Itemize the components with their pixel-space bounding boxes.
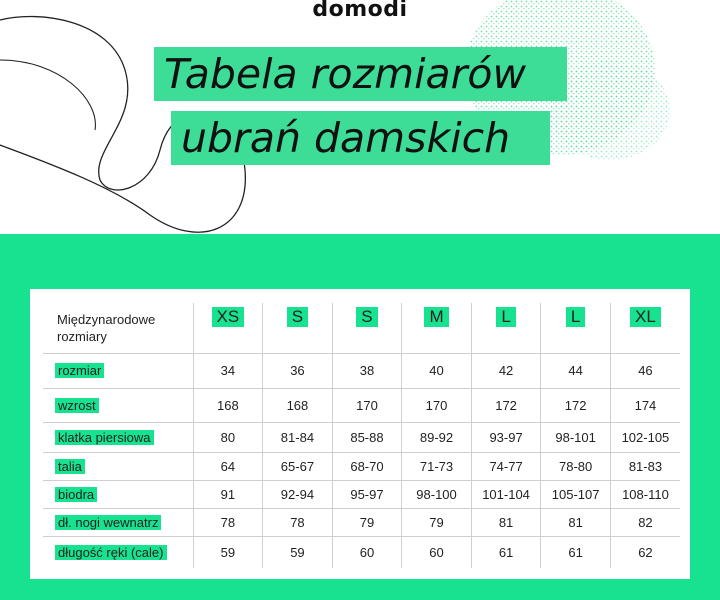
size-label: S — [287, 307, 308, 327]
table-cell: 68-70 — [332, 452, 402, 480]
measurement-label: rozmiar — [55, 363, 104, 378]
table-cell: 98-100 — [402, 480, 472, 508]
table-cell: 38 — [332, 353, 402, 388]
table-cell: 105-107 — [541, 480, 611, 508]
table-cell: 95-97 — [332, 480, 402, 508]
size-column-header — [402, 303, 472, 353]
table-row — [43, 536, 680, 568]
measurement-label: wzrost — [55, 398, 99, 413]
size-label: XS — [212, 307, 245, 327]
table-cell: 79 — [332, 508, 402, 536]
table-cell: 81-84 — [263, 422, 333, 452]
row-label-cell — [43, 353, 193, 388]
table-cell: 168 — [263, 388, 333, 422]
table-cell: 78 — [263, 508, 333, 536]
size-label: L — [566, 307, 585, 327]
size-column-header — [610, 303, 680, 353]
row-label-cell — [43, 422, 193, 452]
table-cell: 81-83 — [610, 452, 680, 480]
table-cell: 168 — [193, 388, 263, 422]
table-cell: 60 — [332, 536, 402, 568]
table-row — [43, 480, 680, 508]
row-label-cell — [43, 388, 193, 422]
size-column-header — [263, 303, 333, 353]
table-row — [43, 353, 680, 388]
table-cell: 172 — [541, 388, 611, 422]
size-label: L — [496, 307, 515, 327]
size-chart-table — [43, 303, 680, 568]
table-row — [43, 388, 680, 422]
table-row — [43, 452, 680, 480]
table-cell: 60 — [402, 536, 472, 568]
table-cell: 64 — [193, 452, 263, 480]
corner-line-2: rozmiary — [57, 328, 107, 344]
table-cell: 71-73 — [402, 452, 472, 480]
table-cell: 59 — [263, 536, 333, 568]
table-cell: 92-94 — [263, 480, 333, 508]
table-cell: 81 — [541, 508, 611, 536]
size-column-header — [541, 303, 611, 353]
table-cell: 78-80 — [541, 452, 611, 480]
measurement-label: talia — [55, 459, 85, 474]
corner-line-1: Międzynarodowe — [57, 311, 156, 327]
table-cell: 78 — [193, 508, 263, 536]
table-cell: 170 — [332, 388, 402, 422]
size-label: M — [424, 307, 448, 327]
size-column-header — [471, 303, 541, 353]
measurement-label: długość ręki (cale) — [55, 545, 167, 560]
table-cell: 98-101 — [541, 422, 611, 452]
table-cell: 59 — [193, 536, 263, 568]
table-cell: 89-92 — [402, 422, 472, 452]
size-label: XL — [630, 307, 661, 327]
table-cell: 101-104 — [471, 480, 541, 508]
size-column-header — [193, 303, 263, 353]
table-cell: 79 — [402, 508, 472, 536]
table-cell: 174 — [610, 388, 680, 422]
size-header-row — [43, 303, 680, 353]
header-section — [0, 0, 720, 234]
table-cell: 74-77 — [471, 452, 541, 480]
table-cell: 82 — [610, 508, 680, 536]
table-cell: 40 — [402, 353, 472, 388]
table-cell: 36 — [263, 353, 333, 388]
page-title-line-1: Tabela rozmiarów — [154, 47, 567, 101]
brand-logo[interactable]: domodi — [312, 0, 408, 22]
table-cell: 42 — [471, 353, 541, 388]
row-label-cell — [43, 452, 193, 480]
table-cell: 81 — [471, 508, 541, 536]
table-cell: 65-67 — [263, 452, 333, 480]
measurement-label: dł. nogi wewnatrz — [55, 515, 161, 530]
measurement-label: biodra — [55, 487, 97, 502]
row-label-cell — [43, 508, 193, 536]
table-cell: 44 — [541, 353, 611, 388]
size-column-header — [332, 303, 402, 353]
table-cell: 108-110 — [610, 480, 680, 508]
table-cell: 170 — [402, 388, 472, 422]
size-chart-card — [30, 289, 690, 579]
size-label: S — [356, 307, 377, 327]
row-label-cell — [43, 480, 193, 508]
table-cell: 93-97 — [471, 422, 541, 452]
table-cell: 61 — [471, 536, 541, 568]
table-cell: 34 — [193, 353, 263, 388]
table-row — [43, 508, 680, 536]
table-cell: 61 — [541, 536, 611, 568]
table-cell: 80 — [193, 422, 263, 452]
table-cell: 91 — [193, 480, 263, 508]
table-cell: 85-88 — [332, 422, 402, 452]
table-row — [43, 422, 680, 452]
table-cell: 172 — [471, 388, 541, 422]
table-cell: 102-105 — [610, 422, 680, 452]
table-cell: 62 — [638, 544, 653, 560]
page-title-line-2: ubrań damskich — [171, 111, 550, 165]
row-label-cell — [43, 536, 193, 568]
international-sizes-header — [43, 303, 193, 353]
table-cell: 46 — [610, 353, 680, 388]
measurement-label: klatka piersiowa — [55, 430, 154, 445]
